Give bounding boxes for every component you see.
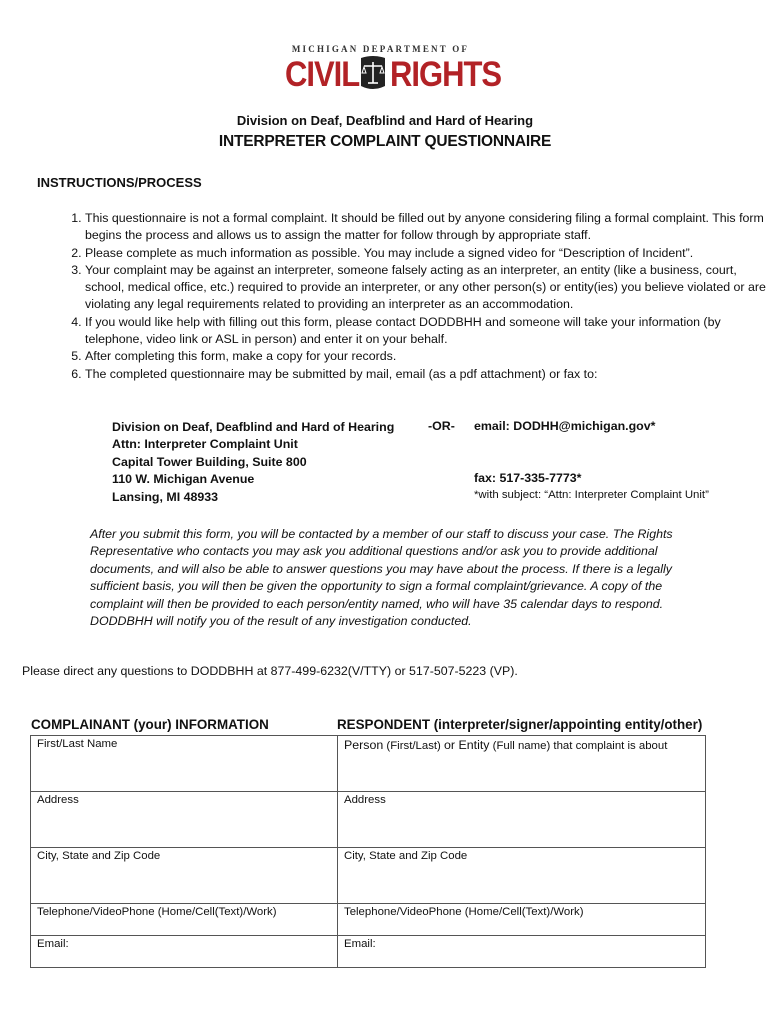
field-label: Telephone/VideoPhone (Home/Cell(Text)/Work): [37, 906, 277, 918]
instruction-item: 5. After completing this form, make a copy for your records.: [85, 348, 770, 365]
instruction-item: 1. This questionnaire is not a formal complaint. It should be filled out by anyone considering filing a formal complaint. This form begins the process and allows us to assign the matter for follow through by appropriate staff.: [85, 210, 770, 245]
respondent-name-field[interactable]: [338, 736, 706, 792]
instructions-list: [49, 210, 770, 383]
field-label: Address: [344, 794, 386, 806]
respondent-phone-field[interactable]: [338, 904, 706, 936]
respondent-email-field[interactable]: [338, 936, 706, 968]
field-label: Email:: [344, 938, 376, 950]
address-line: 110 W. Michigan Avenue: [112, 472, 255, 487]
field-label: City, State and Zip Code: [344, 850, 468, 862]
logo-department-text: MICHIGAN DEPARTMENT OF: [291, 44, 470, 54]
instruction-item: 4. If you would like help with filling out this form, please contact DODDBHH and someone will take your information (by telephone, video link or ASL in person) and enter it on your behalf.: [85, 314, 770, 349]
logo-civil-text: CIVIL: [285, 54, 360, 95]
submission-email[interactable]: email: DODHH@michigan.gov*: [474, 419, 656, 433]
mdcr-logo: [283, 44, 502, 96]
page-title: INTERPRETER COMPLAINT QUESTIONNAIRE: [218, 133, 552, 150]
field-label-person: Person: [344, 738, 384, 752]
field-label: City, State and Zip Code: [37, 850, 161, 862]
division-subtitle: Division on Deaf, Deafblind and Hard of Hearing: [236, 113, 534, 128]
address-line: Attn: Interpreter Complaint Unit: [112, 437, 298, 452]
process-note: After you submit this form, you will be contacted by a member of our staff to discuss your case. The Rights Representative who contacts you may ask you additional questions and/or ask you to provide additional documents, and will also be able to answer questions you may have about the process. If there is a legally sufficient basis, you will then be given the opportunity to sign a formal complaint/grievance. A copy of the complaint will then be provided to each person/entity named, who will have 35 calendar days to respond. DODDBHH will notify you of the result of any investigation conducted.: [90, 527, 673, 629]
complainant-email-field[interactable]: [31, 936, 338, 968]
complainant-name-field[interactable]: [31, 736, 338, 792]
instruction-item: 6. The completed questionnaire may be submitted by mail, email (as a pdf attachment) or fax to:: [85, 366, 770, 383]
field-label: Email:: [37, 938, 69, 950]
logo-rights-text: RIGHTS: [390, 54, 502, 95]
complaint-form-table: [30, 735, 706, 968]
field-label-fullname: (Full name) that complaint is about: [489, 740, 668, 752]
complainant-city-field[interactable]: [31, 848, 338, 904]
subject-note: *with subject: “Attn: Interpreter Complaint Unit”: [474, 489, 709, 501]
respondent-heading: RESPONDENT (interpreter/signer/appointing entity/other): [337, 717, 703, 732]
mailing-address: [112, 419, 394, 506]
instruction-item: 3. Your complaint may be against an interpreter, someone falsely acting as an interpreter, an entity (like a business, court, school, medical office, etc.) required to provide an interpreter, or any other person(s) or entity(ies) you believe violated or are violating any legal requirements related to providing an interpreter as an accommodation.: [85, 262, 770, 314]
instruction-item: 2. Please complete as much information as possible. You may include a signed video for “Description of Incident”.: [85, 245, 770, 262]
field-label: Telephone/VideoPhone (Home/Cell(Text)/Work): [344, 906, 584, 918]
complainant-address-field[interactable]: [31, 792, 338, 848]
address-line: Lansing, MI 48933: [112, 489, 219, 504]
respondent-city-field[interactable]: [338, 848, 706, 904]
contact-questions: Please direct any questions to DODDBHH at 877-499-6232(V/TTY) or 517-507-5223 (VP).: [22, 664, 518, 678]
submission-fax: fax: 517-335-7773*: [474, 471, 582, 485]
instructions-heading: INSTRUCTIONS/PROCESS: [37, 175, 202, 190]
scales-of-justice-icon: [357, 56, 389, 90]
complainant-heading: COMPLAINANT (your) INFORMATION: [31, 717, 269, 732]
field-label: First/Last Name: [37, 738, 118, 750]
field-label-entity: or Entity: [444, 738, 490, 752]
respondent-address-field[interactable]: [338, 792, 706, 848]
complainant-phone-field[interactable]: [31, 904, 338, 936]
address-line: Division on Deaf, Deafblind and Hard of Hearing: [112, 420, 395, 434]
field-label: Address: [37, 794, 79, 806]
field-label-firstlast: (First/Last): [383, 740, 445, 752]
address-line: Capital Tower Building, Suite 800: [112, 454, 307, 469]
or-separator: -OR-: [428, 419, 455, 433]
